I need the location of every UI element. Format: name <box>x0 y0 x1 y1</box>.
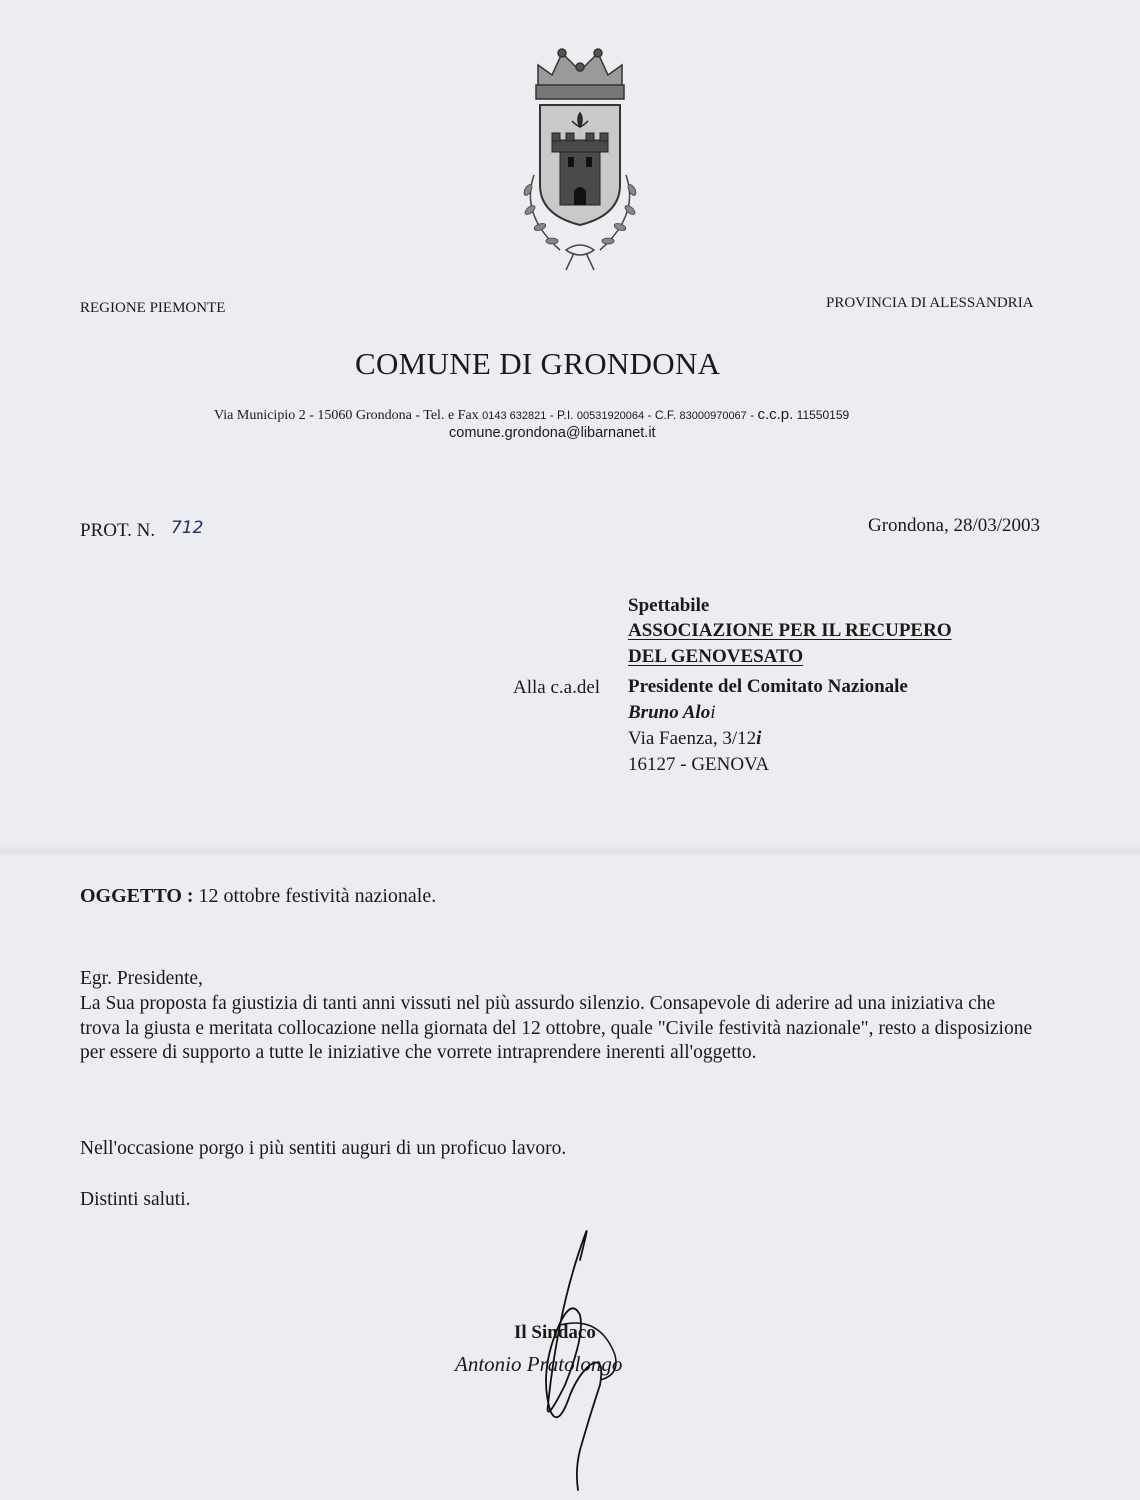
cf-label: - C.F. <box>644 408 680 422</box>
cf-text: 83000970067 <box>679 410 747 422</box>
paper-fold <box>0 846 1140 856</box>
ccp-text: 11550159 <box>793 408 850 422</box>
page-title: COMUNE DI GRONDONA <box>355 346 721 381</box>
recipient-name-printed: Bruno Alo <box>628 702 711 723</box>
address-text: Via Municipio 2 - 15060 Grondona - Tel. e Fax <box>214 408 483 423</box>
contact-line <box>214 406 849 424</box>
recipient-street <box>628 728 761 750</box>
recipient-name <box>628 702 715 724</box>
subject-label: OGGETTO : <box>80 885 194 907</box>
email-text: comune.grondona@libarnanet.it <box>449 425 656 441</box>
recipient-street-hand: i <box>756 728 762 749</box>
protocol-label: PROT. N. <box>80 520 156 541</box>
signatory-title: Il Sindaco <box>514 1322 596 1343</box>
recipient-city: 16127 - GENOVA <box>628 754 770 775</box>
piva-text: 00531920064 <box>576 410 645 422</box>
province-label: PROVINCIA DI ALESSANDRIA <box>826 295 1034 311</box>
recipient-street-printed: Via Faenza, 3/12 <box>628 728 757 749</box>
subject-line <box>80 885 436 908</box>
recipient-org-line1: ASSOCIAZIONE PER IL RECUPERO <box>628 620 952 641</box>
ccp-label: c.c.p. <box>757 406 794 423</box>
region-label: REGIONE PIEMONTE <box>80 300 226 316</box>
place-date: Grondona, 28/03/2003 <box>868 515 1041 536</box>
subject-text: 12 ottobre festività nazionale. <box>193 885 437 907</box>
greeting: Egr. Presidente, <box>80 968 203 989</box>
closing: Distinti saluti. <box>80 1189 191 1210</box>
recipient-name-hand: i <box>710 702 716 723</box>
recipient-org-line2: DEL GENOVESATO <box>628 646 804 667</box>
recipient-salutation: Spettabile <box>628 595 710 616</box>
separator: - <box>746 408 758 422</box>
attention-label: Alla c.a.del <box>513 677 601 698</box>
signatory-name: Antonio Pratolongo <box>455 1352 623 1376</box>
body-paragraph-2: Nell'occasione porgo i più sentiti auguri di un proficuo lavoro. <box>80 1138 567 1159</box>
phone-text: 0143 632821 <box>482 410 547 422</box>
piva-label: - P.I. <box>546 408 577 422</box>
handwritten-signature-icon <box>440 1215 720 1495</box>
protocol-number: 712 <box>171 518 204 538</box>
coat-of-arms-icon <box>500 45 660 275</box>
recipient-role: Presidente del Comitato Nazionale <box>628 676 908 697</box>
body-paragraph-1: La Sua proposta fa giustizia di tanti anni vissuti nel più assurdo silenzio. Consapevole di aderire ad una iniziativa che trova la giusta e meritata collocazione nella giornata del 12 ottobre, quale "Civile festività nazionale", resto a disposizione per essere di supporto a tutte le iniziative che vorrete intraprendere inerenti all'oggetto. <box>80 993 1033 1063</box>
